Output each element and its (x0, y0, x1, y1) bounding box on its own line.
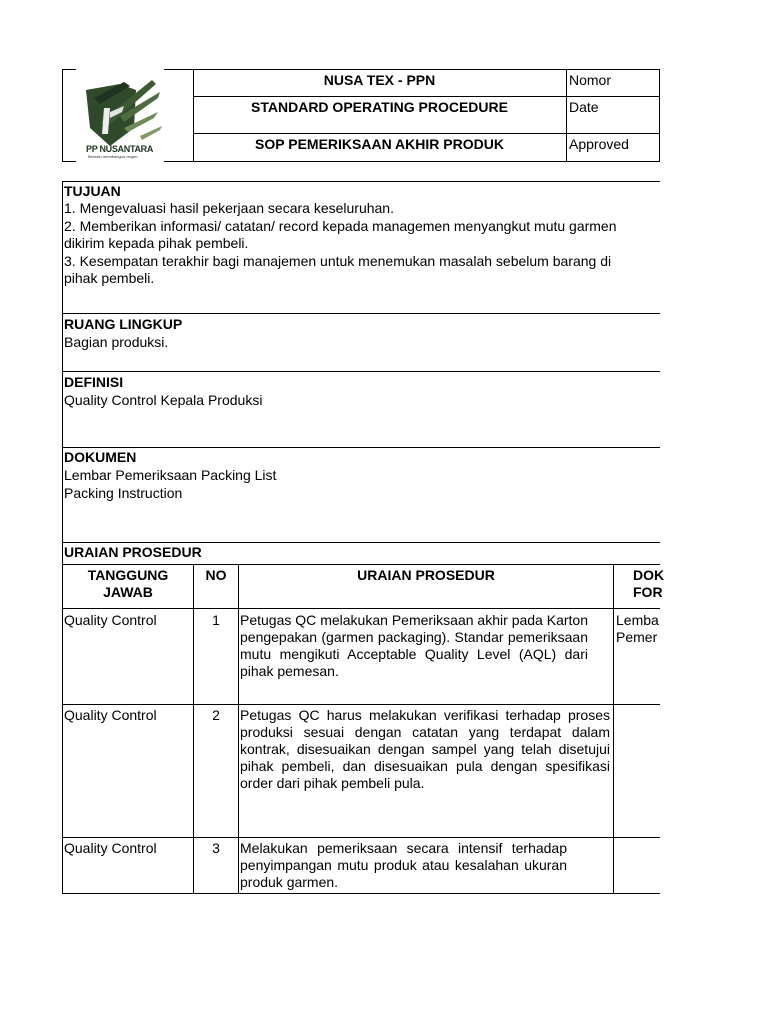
doc-title: SOP PEMERIKSAAN AKHIR PRODUK (255, 136, 504, 152)
tujuan-line-3: dikirim kepada pihak pembeli. (64, 235, 249, 251)
table-row-3-text: Melakukan pemeriksaan secara intensif terhadap penyimpangan mutu produk atau kesalahan ukuran produk garmen. (240, 840, 567, 890)
logo-subtext: Bersatu membangun negeri (88, 154, 138, 159)
table-row-2-role: Quality Control (64, 707, 157, 723)
col-header-tanggung-jawab: TANGGUNG JAWAB (87, 567, 169, 600)
tujuan-line-2: 2. Memberikan informasi/ catatan/ record kepada managemen menyangkut mutu garmen (64, 218, 617, 234)
table-row-1-no: 1 (212, 612, 220, 628)
meta-nomor-label: Nomor (569, 72, 612, 88)
table-row-1-doc: Lemba Pemer (616, 612, 659, 645)
meta-date-label: Date (569, 99, 599, 115)
tujuan-heading: TUJUAN (64, 183, 121, 199)
meta-approved-label: Approved (569, 136, 629, 152)
table-row-3-role: Quality Control (64, 840, 157, 856)
tujuan-line-1: 1. Mengevaluasi hasil pekerjaan secara keseluruhan. (64, 200, 394, 216)
col-header-no: NO (205, 567, 227, 583)
tujuan-line-4: 3. Kesempatan terakhir bagi manajemen untuk menemukan masalah sebelum barang di (64, 253, 612, 269)
col-header-uraian: URAIAN PROSEDUR (357, 567, 495, 583)
col-header-dokumen: DOK FOR (633, 567, 665, 600)
definisi-line-1: Quality Control Kepala Produksi (64, 392, 263, 408)
company-logo (80, 72, 164, 164)
ruang-lingkup-heading: RUANG LINGKUP (64, 316, 183, 332)
table-row-2-text: Petugas QC harus melakukan verifikasi terhadap proses produksi sesuai dengan catatan yang terdapat dalam kontrak, disesuaikan dengan sampel yang telah disetujui pihak pembeli, dan disesuaikan pula dengan spesifikasi order dari pihak pembeli pula. (240, 707, 610, 791)
table-row-2-no: 2 (212, 707, 220, 723)
table-row-1-text: Petugas QC melakukan Pemeriksaan akhir pada Karton pengepakan (garmen packaging). Standar pemeriksaan mutu mengikuti Acceptable Quality Level (AQL) dari pihak pemesan. (240, 612, 588, 679)
table-row-3-no: 3 (212, 840, 220, 856)
company-name: NUSA TEX - PPN (323, 72, 436, 88)
uraian-heading: URAIAN PROSEDUR (64, 544, 202, 560)
doc-type: STANDARD OPERATING PROCEDURE (251, 99, 508, 115)
dokumen-line-2: Packing Instruction (64, 485, 183, 501)
dokumen-line-1: Lembar Pemeriksaan Packing List (64, 467, 277, 483)
dokumen-heading: DOKUMEN (64, 449, 137, 465)
ruang-lingkup-line-1: Bagian produksi. (64, 334, 169, 350)
tujuan-line-5: pihak pembeli. (64, 270, 155, 286)
definisi-heading: DEFINISI (64, 374, 124, 390)
table-row-1-role: Quality Control (64, 612, 157, 628)
logo-text: PP NUSANTARA (86, 144, 154, 154)
